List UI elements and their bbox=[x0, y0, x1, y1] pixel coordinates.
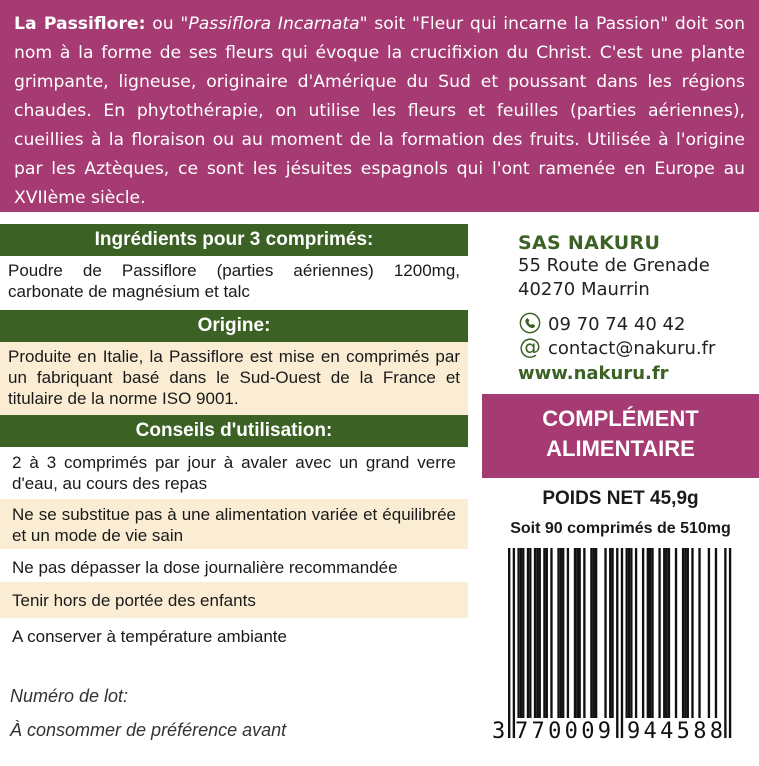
barcode-bars bbox=[508, 548, 731, 738]
company-address-line1: 55 Route de Grenade bbox=[518, 255, 710, 276]
barcode-bar bbox=[658, 548, 660, 718]
badge-line2: ALIMENTAIRE bbox=[546, 436, 695, 461]
barcode-bar bbox=[583, 548, 585, 718]
usage-tip-3: Ne pas dépasser la dose journalière recommandée bbox=[0, 549, 468, 582]
barcode-bar bbox=[536, 548, 538, 718]
barcode-bar bbox=[560, 548, 562, 718]
barcode-bar bbox=[520, 548, 522, 718]
barcode-bar bbox=[621, 548, 623, 738]
barcode-bar bbox=[682, 548, 684, 718]
supplement-badge bbox=[482, 394, 759, 478]
origin-text: Produite en Italie, la Passiflore est mise en comprimés par un fabriquant basé dans le Sud-Ouest de la France et titulaire de la norme ISO 9001. bbox=[0, 342, 468, 415]
barcode-bar bbox=[522, 548, 524, 718]
barcode-bar bbox=[557, 548, 559, 718]
barcode-bar bbox=[517, 548, 519, 718]
usage-tip-1: 2 à 3 comprimés par jour à avaler avec un grand verre d'eau, au cours des repas bbox=[0, 447, 468, 499]
barcode-digit-first: 3 bbox=[492, 719, 506, 742]
barcode-bar bbox=[534, 548, 536, 718]
intro-text-part2: " soit "Fleur qui incarne la Passion" doit son nom à la forme de ses fleurs qui évoque la crucifixion du Christ. C'est une plante grimpante, ligneuse, originaire d'Amérique du Sud et poussant dans les régions chaudes. En phytothérapie, on utilise les fleurs et feuilles (parties aériennes), cueillies à la floraison ou au moment de la formation des fruits. Utilisée à l'origine par les Aztèques, ce sont les jésuites espagnols qui l'ont ramenée en Europe au XVIIème siècle. bbox=[14, 14, 745, 208]
company-phone[interactable]: 09 70 74 40 42 bbox=[548, 313, 686, 335]
company-block bbox=[518, 232, 748, 302]
barcode-bar bbox=[609, 548, 611, 718]
intro-text-part1: ou " bbox=[145, 14, 189, 34]
company-address-line2: 40270 Maurrin bbox=[518, 279, 650, 300]
barcode-bar bbox=[729, 548, 731, 738]
barcode-bar bbox=[527, 548, 529, 718]
barcode-bar bbox=[665, 548, 667, 718]
barcode-bar bbox=[642, 548, 644, 718]
best-before-label: À consommer de préférence avant bbox=[10, 720, 287, 740]
barcode-bar bbox=[647, 548, 649, 718]
barcode bbox=[488, 548, 750, 742]
barcode-bar bbox=[651, 548, 653, 718]
barcode-bar bbox=[513, 548, 515, 738]
ingredients-text: Poudre de Passiflore (parties aériennes) 1200mg, carbonate de magnésium et talc bbox=[0, 256, 468, 310]
barcode-bar bbox=[715, 548, 717, 718]
intro-lead: La Passiflore: bbox=[14, 14, 146, 34]
at-icon: @ bbox=[519, 335, 541, 360]
barcode-bar bbox=[508, 548, 510, 738]
barcode-bar bbox=[616, 548, 618, 738]
barcode-bar bbox=[604, 548, 606, 718]
barcode-bar bbox=[567, 548, 569, 718]
company-email[interactable]: contact@nakuru.fr bbox=[548, 337, 716, 359]
company-name: SAS NAKURU bbox=[518, 232, 661, 254]
barcode-bar bbox=[724, 548, 726, 738]
barcode-bar bbox=[593, 548, 595, 718]
barcode-bar bbox=[663, 548, 665, 718]
barcode-bar bbox=[708, 548, 710, 718]
lot-number-label: Numéro de lot: bbox=[10, 686, 129, 706]
barcode-bar bbox=[550, 548, 552, 718]
barcode-bar bbox=[698, 548, 700, 718]
net-weight: POIDS NET 45,9g bbox=[542, 488, 699, 509]
usage-tip-4: Tenir hors de portée des enfants bbox=[0, 582, 468, 618]
intro-panel bbox=[0, 0, 759, 212]
email-row bbox=[518, 336, 715, 360]
info-column bbox=[0, 224, 468, 654]
barcode-bar bbox=[590, 548, 592, 718]
barcode-bar bbox=[675, 548, 677, 718]
barcode-bar bbox=[635, 548, 637, 718]
barcode-bar bbox=[529, 548, 531, 718]
badge-line1: COMPLÉMENT bbox=[542, 406, 699, 431]
usage-tip-2: Ne se substitue pas à une alimentation variée et équilibrée et un mode de vie sain bbox=[0, 499, 468, 549]
barcode-bar bbox=[691, 548, 693, 718]
barcode-bar bbox=[543, 548, 545, 718]
barcode-bar bbox=[546, 548, 548, 718]
phone-row bbox=[518, 312, 685, 336]
barcode-bar bbox=[579, 548, 581, 718]
barcode-bar bbox=[611, 548, 613, 718]
intro-latin-name: Passiflora Incarnata bbox=[188, 14, 360, 34]
barcode-bar bbox=[626, 548, 628, 718]
barcode-bar bbox=[684, 548, 686, 718]
barcode-bar bbox=[630, 548, 632, 718]
barcode-bar bbox=[539, 548, 541, 718]
company-website[interactable]: www.nakuru.fr bbox=[518, 363, 669, 384]
phone-icon bbox=[518, 312, 542, 336]
barcode-bar bbox=[562, 548, 564, 718]
barcode-group-right: 944588 bbox=[627, 719, 723, 742]
barcode-bar bbox=[574, 548, 576, 718]
barcode-graphic bbox=[488, 548, 750, 742]
barcode-bar bbox=[649, 548, 651, 718]
barcode-bar bbox=[668, 548, 670, 718]
barcode-bar bbox=[628, 548, 630, 718]
usage-heading: Conseils d'utilisation: bbox=[0, 415, 468, 447]
barcode-group-left: 770009 bbox=[515, 719, 611, 742]
barcode-bar bbox=[576, 548, 578, 718]
barcode-bar bbox=[687, 548, 689, 718]
origin-heading: Origine: bbox=[0, 310, 468, 342]
ingredients-heading: Ingrédients pour 3 comprimés: bbox=[0, 224, 468, 256]
barcode-bar bbox=[595, 548, 597, 718]
tablet-count: Soit 90 comprimés de 510mg bbox=[510, 520, 731, 537]
usage-tip-5: A conserver à température ambiante bbox=[0, 618, 468, 654]
